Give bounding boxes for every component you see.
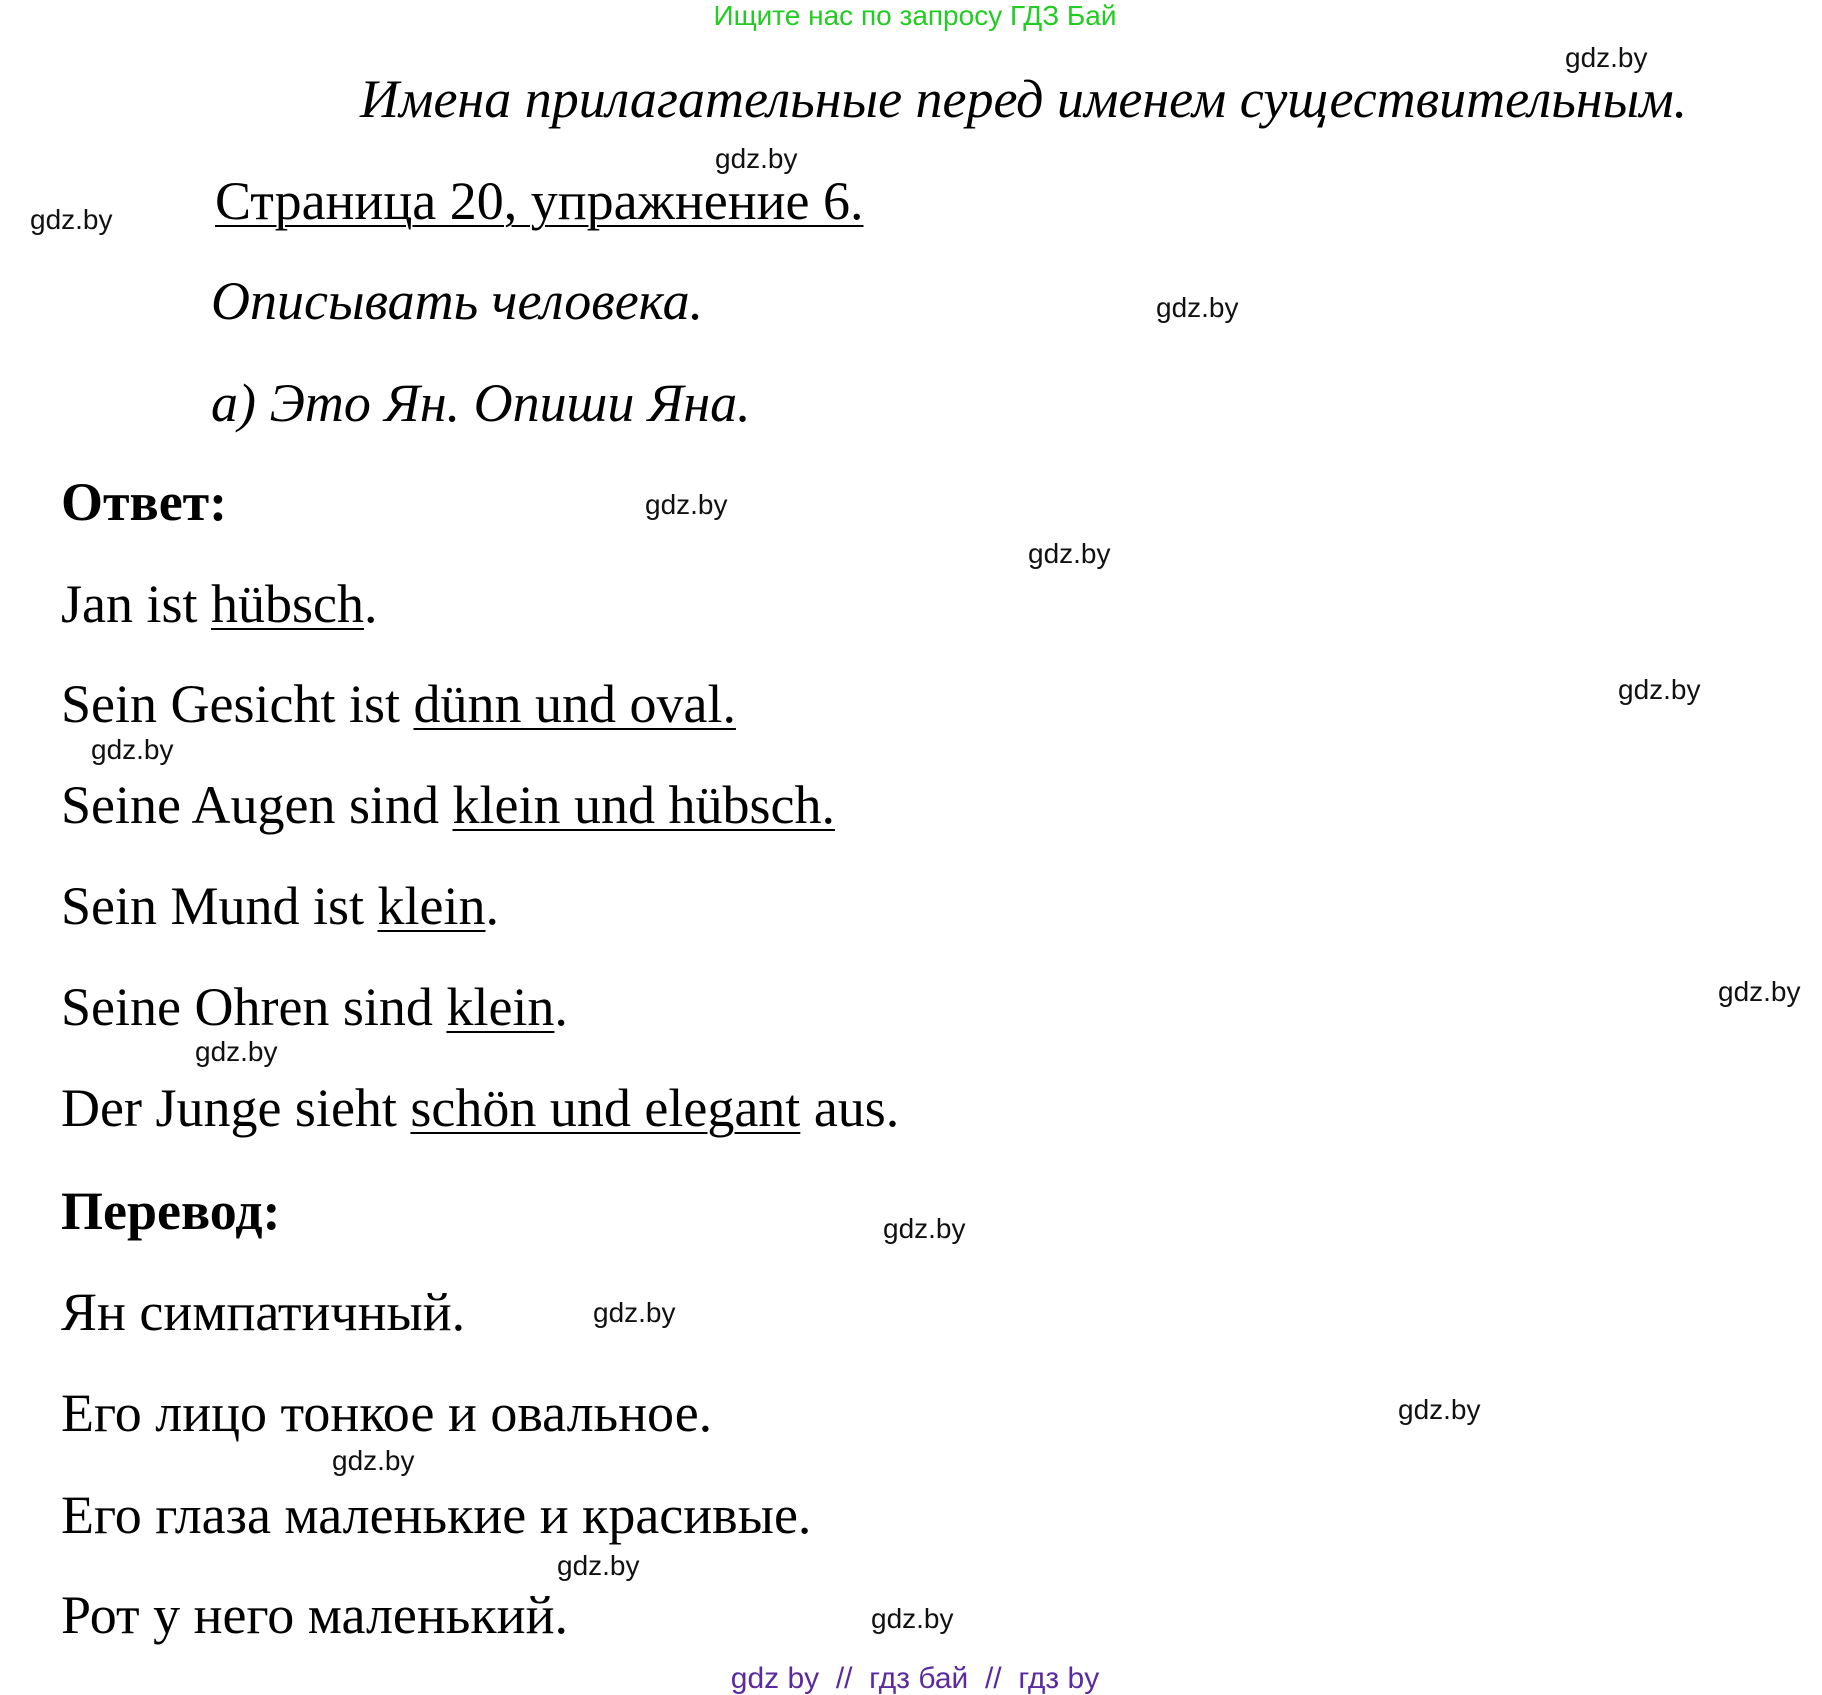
watermark: gdz.by [883,1213,966,1244]
task-title: Описывать человека. [211,271,704,331]
watermark: gdz.by [332,1445,415,1476]
watermark: gdz.by [195,1036,278,1067]
watermark: gdz.by [1398,1394,1481,1425]
underlined-text: klein [446,977,555,1037]
search-banner: Ищите нас по запросу ГДЗ Бай [713,0,1117,31]
translation-line: Его глаза маленькие и красивые. [61,1485,812,1545]
text: Sein Gesicht ist [61,674,414,734]
underlined-text: hübsch [211,574,364,634]
underlined-text: schön und elegant [410,1078,801,1138]
text: Seine Augen sind [61,775,453,835]
text: Jan ist [61,574,212,634]
answer-line [61,674,736,734]
answer-line [61,775,835,835]
watermark: gdz.by [1028,538,1111,569]
watermark: gdz.by [593,1297,676,1328]
watermark: gdz.by [1718,976,1801,1007]
answer-line [61,574,378,634]
answer-line [61,1078,900,1138]
answer-heading: Ответ: [61,472,228,532]
text: Der Junge sieht [61,1078,411,1138]
text: Seine Ohren sind [61,977,447,1037]
watermark: gdz.by [871,1603,954,1634]
topic-title: Имена прилагательные перед именем существительным. [360,69,1688,129]
underlined-text: klein und hübsch. [452,775,835,835]
underlined-text: dünn und oval. [413,674,736,734]
footer-links[interactable]: gdz by // гдз бай // гдз by [730,1662,1100,1695]
page-reference: Страница 20, упражнение 6. [215,171,864,231]
translation-line: Его лицо тонкое и овальное. [61,1383,713,1443]
watermark: gdz.by [1618,674,1701,705]
translation-heading: Перевод: [61,1181,281,1241]
translation-line: Ян симпатичный. [61,1282,466,1342]
text: . [554,977,568,1037]
task-item: а) Это Ян. Опиши Яна. [211,373,751,433]
watermark: gdz.by [557,1550,640,1581]
underlined-text: klein [377,876,486,936]
text: . [485,876,500,936]
watermark: gdz.by [1565,42,1648,73]
text: Sein Mund ist [61,876,378,936]
text: . [364,574,378,634]
watermark: gdz.by [1156,292,1239,323]
text: aus. [800,1078,900,1138]
translation-line: Рот у него маленький. [61,1585,568,1645]
watermark: gdz.by [645,489,728,520]
watermark: gdz.by [715,143,798,174]
watermark: gdz.by [30,204,113,235]
answer-line [61,977,568,1037]
watermark: gdz.by [91,734,174,765]
answer-line [61,876,500,936]
